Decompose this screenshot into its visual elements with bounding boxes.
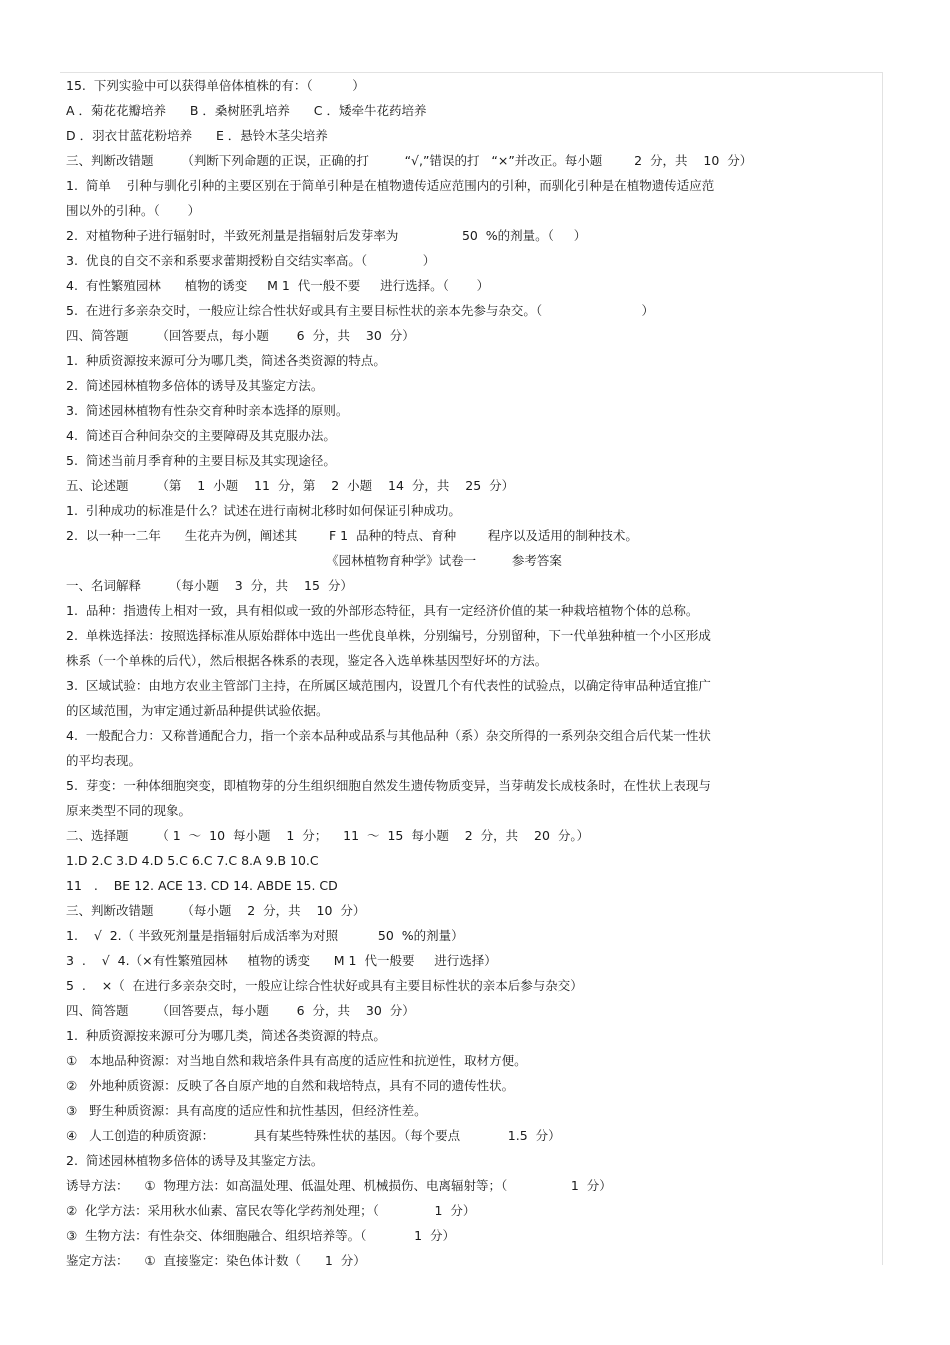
answer-short-2-induction-3: ③ 生物方法：有性杂交、体细胞融合、组织培养等。（ 1 分） bbox=[66, 1228, 455, 1243]
answer-short-1-point-4: ④ 人工创造的种质资源： 具有某些特殊性状的基因。（每个要点 1.5 分） bbox=[66, 1128, 561, 1143]
essay-1: 1. 引种成功的标准是什么？试述在进行南树北移时如何保证引种成功。 bbox=[66, 503, 461, 518]
answer-term-3: 3. 区域试验：由地方农业主管部门主持，在所属区域范围内，设置几个有代表性的试验点，以确定待审品种适宜推广 bbox=[66, 678, 711, 693]
answer-choice-11-15: 11 . BE 12. ACE 13. CD 14. ABDE 15. CD bbox=[66, 878, 338, 893]
section-heading-judgement: 三、判断改错题 （判断下列命题的正误，正确的打 “√,”错误的打 “×”并改正。每小题 2 分，共 10 分） bbox=[66, 153, 753, 168]
answer-short-2: 2. 简述园林植物多倍体的诱导及其鉴定方法。 bbox=[66, 1153, 324, 1168]
short-answer-5: 5. 简述当前月季育种的主要目标及其实现途径。 bbox=[66, 453, 336, 468]
answer-judgement-3-4: 3 . √ 4.（×有性繁殖园林 植物的诱变 M 1 代一般要 进行选择） bbox=[66, 953, 497, 968]
section-heading-short-answer: 四、简答题 （回答要点，每小题 6 分，共 30 分） bbox=[66, 328, 415, 343]
answer-key-title: 《园林植物育种学》试卷一 参考答案 bbox=[326, 553, 562, 568]
answer-term-2-cont: 株系（一个单株的后代），然后根据各株系的表现，鉴定各入选单株基因型好坏的方法。 bbox=[66, 653, 548, 668]
answer-term-4-cont: 的平均表现。 bbox=[66, 753, 142, 768]
answer-short-1-point-3: ③ 野生种质资源：具有高度的适应性和抗性基因，但经济性差。 bbox=[66, 1103, 427, 1118]
answer-term-5: 5. 芽变：一种体细胞突变，即植物芽的分生组织细胞自然发生遗传物质变异，当芽萌发长成枝条时，在性状上表现与 bbox=[66, 778, 711, 793]
options-abc: A ．菊花花瓣培养 B ．桑树胚乳培养 C ．矮牵牛花药培养 bbox=[66, 103, 427, 118]
answer-heading-choice: 二、选择题 （ 1 ～ 10 每小题 1 分； 11 ～ 15 每小题 2 分，共 20 分。） bbox=[66, 828, 590, 843]
answer-heading-terms: 一、名词解释 （每小题 3 分，共 15 分） bbox=[66, 578, 353, 593]
judgement-4: 4. 有性繁殖园林 植物的诱变 M 1 代一般不要 进行选择。（ ） bbox=[66, 278, 490, 293]
section-heading-essay: 五、论述题 （第 1 小题 11 分，第 2 小题 14 分，共 25 分） bbox=[66, 478, 515, 493]
answer-term-3-cont: 的区域范围，为审定通过新品种提供试验依据。 bbox=[66, 703, 329, 718]
answer-term-1: 1. 品种：指遗传上相对一致，具有相似或一致的外部形态特征，具有一定经济价值的某一种栽培植物个体的总称。 bbox=[66, 603, 699, 618]
judgement-2: 2. 对植物种子进行辐射时，半致死剂量是指辐射后发芽率为 50 %的剂量。（ ） bbox=[66, 228, 587, 243]
answer-short-2-induction-2: ② 化学方法：采用秋水仙素、富民农等化学药剂处理；（ 1 分） bbox=[66, 1203, 476, 1218]
answer-heading-judgement: 三、判断改错题 （每小题 2 分，共 10 分） bbox=[66, 903, 366, 918]
document-content bbox=[66, 73, 882, 1273]
short-answer-1: 1. 种质资源按来源可分为哪几类，简述各类资源的特点。 bbox=[66, 353, 386, 368]
answer-term-5-cont: 原来类型不同的现象。 bbox=[66, 803, 192, 818]
short-answer-2: 2. 简述园林植物多倍体的诱导及其鉴定方法。 bbox=[66, 378, 324, 393]
judgement-1: 1. 简单 引种与驯化引种的主要区别在于简单引种是在植物遗传适应范围内的引种，而驯化引种是在植物遗传适应范 bbox=[66, 178, 715, 193]
answer-short-1-point-2: ② 外地种质资源：反映了各自原产地的自然和栽培特点，具有不同的遗传性状。 bbox=[66, 1078, 515, 1093]
answer-judgement-1-2: 1. √ 2.（ 半致死剂量是指辐射后成活率为对照 50 %的剂量） bbox=[66, 928, 464, 943]
answer-choice-1-10: 1.D 2.C 3.D 4.D 5.C 6.C 7.C 8.A 9.B 10.C bbox=[66, 853, 319, 868]
answer-heading-short-answer: 四、简答题 （回答要点，每小题 6 分，共 30 分） bbox=[66, 1003, 415, 1018]
judgement-3: 3. 优良的自交不亲和系要求蕾期授粉自交结实率高。（ ） bbox=[66, 253, 436, 268]
question-15: 15. 下列实验中可以获得单倍体植株的有：（ ） bbox=[66, 78, 365, 93]
document-page bbox=[60, 72, 883, 1268]
essay-2: 2. 以一种一二年 生花卉为例，阐述其 F 1 品种的特点、育种 程序以及适用的制种技术。 bbox=[66, 528, 638, 543]
answer-term-4: 4. 一般配合力：又称普通配合力，指一个亲本品种或品系与其他品种（系）杂交所得的一系列杂交组合后代某一性状 bbox=[66, 728, 711, 743]
short-answer-4: 4. 简述百合种间杂交的主要障碍及其克服办法。 bbox=[66, 428, 336, 443]
answer-short-2-identification-1: 鉴定方法： ① 直接鉴定：染色体计数（ 1 分） bbox=[66, 1253, 366, 1268]
answer-short-2-induction-1: 诱导方法： ① 物理方法：如高温处理、低温处理、机械损伤、电离辐射等；（ 1 分） bbox=[66, 1178, 612, 1193]
judgement-5: 5. 在进行多亲杂交时，一般应让综合性状好或具有主要目标性状的亲本先参与杂交。（ ） bbox=[66, 303, 654, 318]
options-de: D ．羽衣甘蓝花粉培养 E ．悬铃木茎尖培养 bbox=[66, 128, 328, 143]
judgement-1-cont: 围以外的引种。（ ） bbox=[66, 203, 201, 218]
answer-term-2: 2. 单株选择法：按照选择标准从原始群体中选出一些优良单株，分别编号，分别留种，下一代单独种植一个小区形成 bbox=[66, 628, 711, 643]
short-answer-3: 3. 简述园林植物有性杂交育种时亲本选择的原则。 bbox=[66, 403, 349, 418]
answer-short-1-point-1: ① 本地品种资源：对当地自然和栽培条件具有高度的适应性和抗逆性，取材方便。 bbox=[66, 1053, 527, 1068]
answer-judgement-5: 5 . ×（ 在进行多亲杂交时，一般应让综合性状好或具有主要目标性状的亲本后参与杂交） bbox=[66, 978, 583, 993]
answer-short-1: 1. 种质资源按来源可分为哪几类，简述各类资源的特点。 bbox=[66, 1028, 386, 1043]
